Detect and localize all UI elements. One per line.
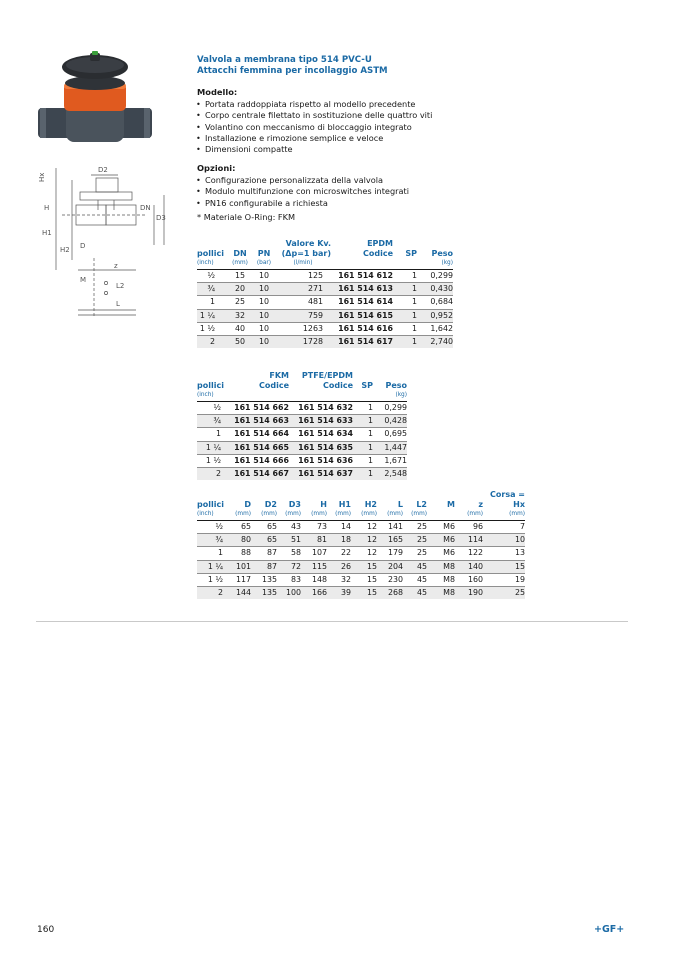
th-fkm: FKM Codice xyxy=(258,371,289,390)
th-l2: L2 xyxy=(416,500,427,509)
list-item: • Dimensioni compatte xyxy=(195,144,495,155)
list-item: • PN16 configurabile a richiesta xyxy=(195,198,495,209)
th-kv: Valore Kv. (Δp=1 bar) xyxy=(281,239,331,258)
table-row: 2 50 10 1728 161 514 617 1 2,740 xyxy=(197,335,453,348)
unit-kg: (kg) xyxy=(441,260,453,266)
th-l: L xyxy=(397,500,403,509)
th-pn: PN xyxy=(257,249,271,258)
table-row: 2 144 135 100 166 39 15 268 45 M8 190 25 xyxy=(197,586,525,599)
list-item: • Configurazione personalizzata della valvola xyxy=(195,175,495,186)
drawing-label-h1: H1 xyxy=(42,229,52,237)
table-row: 1 88 87 58 107 22 12 179 25 M6 122 13 xyxy=(197,547,525,560)
unit-mm: (mm) xyxy=(411,511,427,517)
list-item: • Corpo centrale filettato in sostituzione delle quattro viti xyxy=(195,110,495,121)
th-z: z xyxy=(478,500,483,509)
th-corsa: Corsa = Hx xyxy=(490,490,525,509)
table-row: 1 ¼ 101 87 72 115 26 15 204 45 M8 140 15 xyxy=(197,560,525,573)
divider xyxy=(36,621,628,622)
table-row: ½ 161 514 662 161 514 632 1 0,299 xyxy=(197,402,407,415)
drawing-label-hx: Hx xyxy=(38,172,46,182)
unit-kg: (kg) xyxy=(395,392,407,398)
table-fkm-ptfe xyxy=(197,371,407,480)
table-row: 1 ½ 117 135 83 148 32 15 230 45 M8 160 19 xyxy=(197,573,525,586)
unit-lmin: (l/min) xyxy=(293,260,313,266)
drawing-label-d2: D2 xyxy=(98,166,108,174)
table-row: 2 161 514 667 161 514 637 1 2,548 xyxy=(197,467,407,480)
table-row: 1 25 10 481 161 514 614 1 0,684 xyxy=(197,296,453,309)
unit-inch: (inch) xyxy=(197,511,214,517)
drawing-label-h: H xyxy=(44,204,50,212)
list-item: • Modulo multifunzione con microswitches integrati xyxy=(195,186,495,197)
th-d3: D3 xyxy=(288,500,301,509)
th-dn: DN xyxy=(233,249,247,258)
th-epdm: EPDM Codice xyxy=(362,239,393,258)
page-number: 160 xyxy=(37,925,55,935)
unit-mm: (mm) xyxy=(387,511,403,517)
drawing-label-d: D xyxy=(80,242,86,250)
th-h2: H2 xyxy=(364,500,377,509)
th-d: D xyxy=(244,500,251,509)
drawing-label-l: L xyxy=(116,300,120,308)
table-row: ½ 15 10 125 161 514 612 1 0,299 xyxy=(197,270,453,283)
unit-mm: (mm) xyxy=(509,511,525,517)
list-item: • Volantino con meccanismo di bloccaggio integrato xyxy=(195,122,495,133)
table-row: ¾ 20 10 271 161 514 613 1 0,430 xyxy=(197,283,453,296)
drawing-label-m: M xyxy=(80,276,87,284)
unit-mm: (mm) xyxy=(261,511,277,517)
brand-logo: +GF+ xyxy=(594,924,625,935)
table-row: ¾ 80 65 51 81 18 12 165 25 M6 114 10 xyxy=(197,534,525,547)
unit-inch: (inch) xyxy=(197,392,214,398)
table-dimensions xyxy=(197,490,525,599)
technical-drawing xyxy=(36,160,176,324)
th-sp: SP xyxy=(405,249,417,258)
th-sp: SP xyxy=(361,381,373,390)
unit-mm: (mm) xyxy=(467,511,483,517)
th-h: H xyxy=(320,500,327,509)
unit-mm: (mm) xyxy=(232,260,248,266)
list-item: • Portata raddoppiata rispetto al modello precedente xyxy=(195,99,495,110)
th-d2: D2 xyxy=(264,500,277,509)
title-line-2: Attacchi femmina per incollaggio ASTM xyxy=(197,66,388,76)
drawing-label-dn: DN xyxy=(140,204,151,212)
th-m: M xyxy=(447,500,455,509)
product-photo xyxy=(30,50,160,159)
modello-list xyxy=(195,99,495,155)
th-pollici: pollici xyxy=(197,500,224,509)
th-peso: Peso xyxy=(431,249,453,258)
unit-mm: (mm) xyxy=(335,511,351,517)
table-row: ¾ 161 514 663 161 514 633 1 0,428 xyxy=(197,415,407,428)
th-peso: Peso xyxy=(385,381,407,390)
drawing-label-z: z xyxy=(114,262,118,270)
table-row: 1 ¼ 32 10 759 161 514 615 1 0,952 xyxy=(197,309,453,322)
modello-heading: Modello: xyxy=(197,87,238,97)
materiale-note: * Materiale O-Ring: FKM xyxy=(197,212,296,222)
list-item: • Installazione e rimozione semplice e veloce xyxy=(195,133,495,144)
unit-mm: (mm) xyxy=(235,511,251,517)
table-row: 1 ½ 40 10 1263 161 514 616 1 1,642 xyxy=(197,322,453,335)
unit-bar: (bar) xyxy=(256,260,272,266)
opzioni-heading: Opzioni: xyxy=(197,163,236,173)
drawing-label-l2: L2 xyxy=(116,282,125,290)
table-row: ½ 65 65 43 73 14 12 141 25 M6 96 7 xyxy=(197,521,525,534)
unit-mm: (mm) xyxy=(285,511,301,517)
table-epdm xyxy=(197,239,453,348)
th-pollici: pollici xyxy=(197,381,224,390)
table-row: 1 ¼ 161 514 665 161 514 635 1 1,447 xyxy=(197,441,407,454)
opzioni-list xyxy=(195,175,495,209)
table-row: 1 ½ 161 514 666 161 514 636 1 1,671 xyxy=(197,454,407,467)
unit-mm: (mm) xyxy=(311,511,327,517)
title-line-1: Valvola a membrana tipo 514 PVC-U xyxy=(197,55,372,65)
drawing-label-d3: D3 xyxy=(156,214,166,222)
product-title xyxy=(197,55,388,77)
unit-mm: (mm) xyxy=(361,511,377,517)
th-h1: H1 xyxy=(338,500,351,509)
drawing-label-h2: H2 xyxy=(60,246,70,254)
table-row: 1 161 514 664 161 514 634 1 0,695 xyxy=(197,428,407,441)
th-pollici: pollici xyxy=(197,249,224,258)
th-ptfe: PTFE/EPDM Codice xyxy=(301,371,353,390)
unit-inch: (inch) xyxy=(197,260,214,266)
